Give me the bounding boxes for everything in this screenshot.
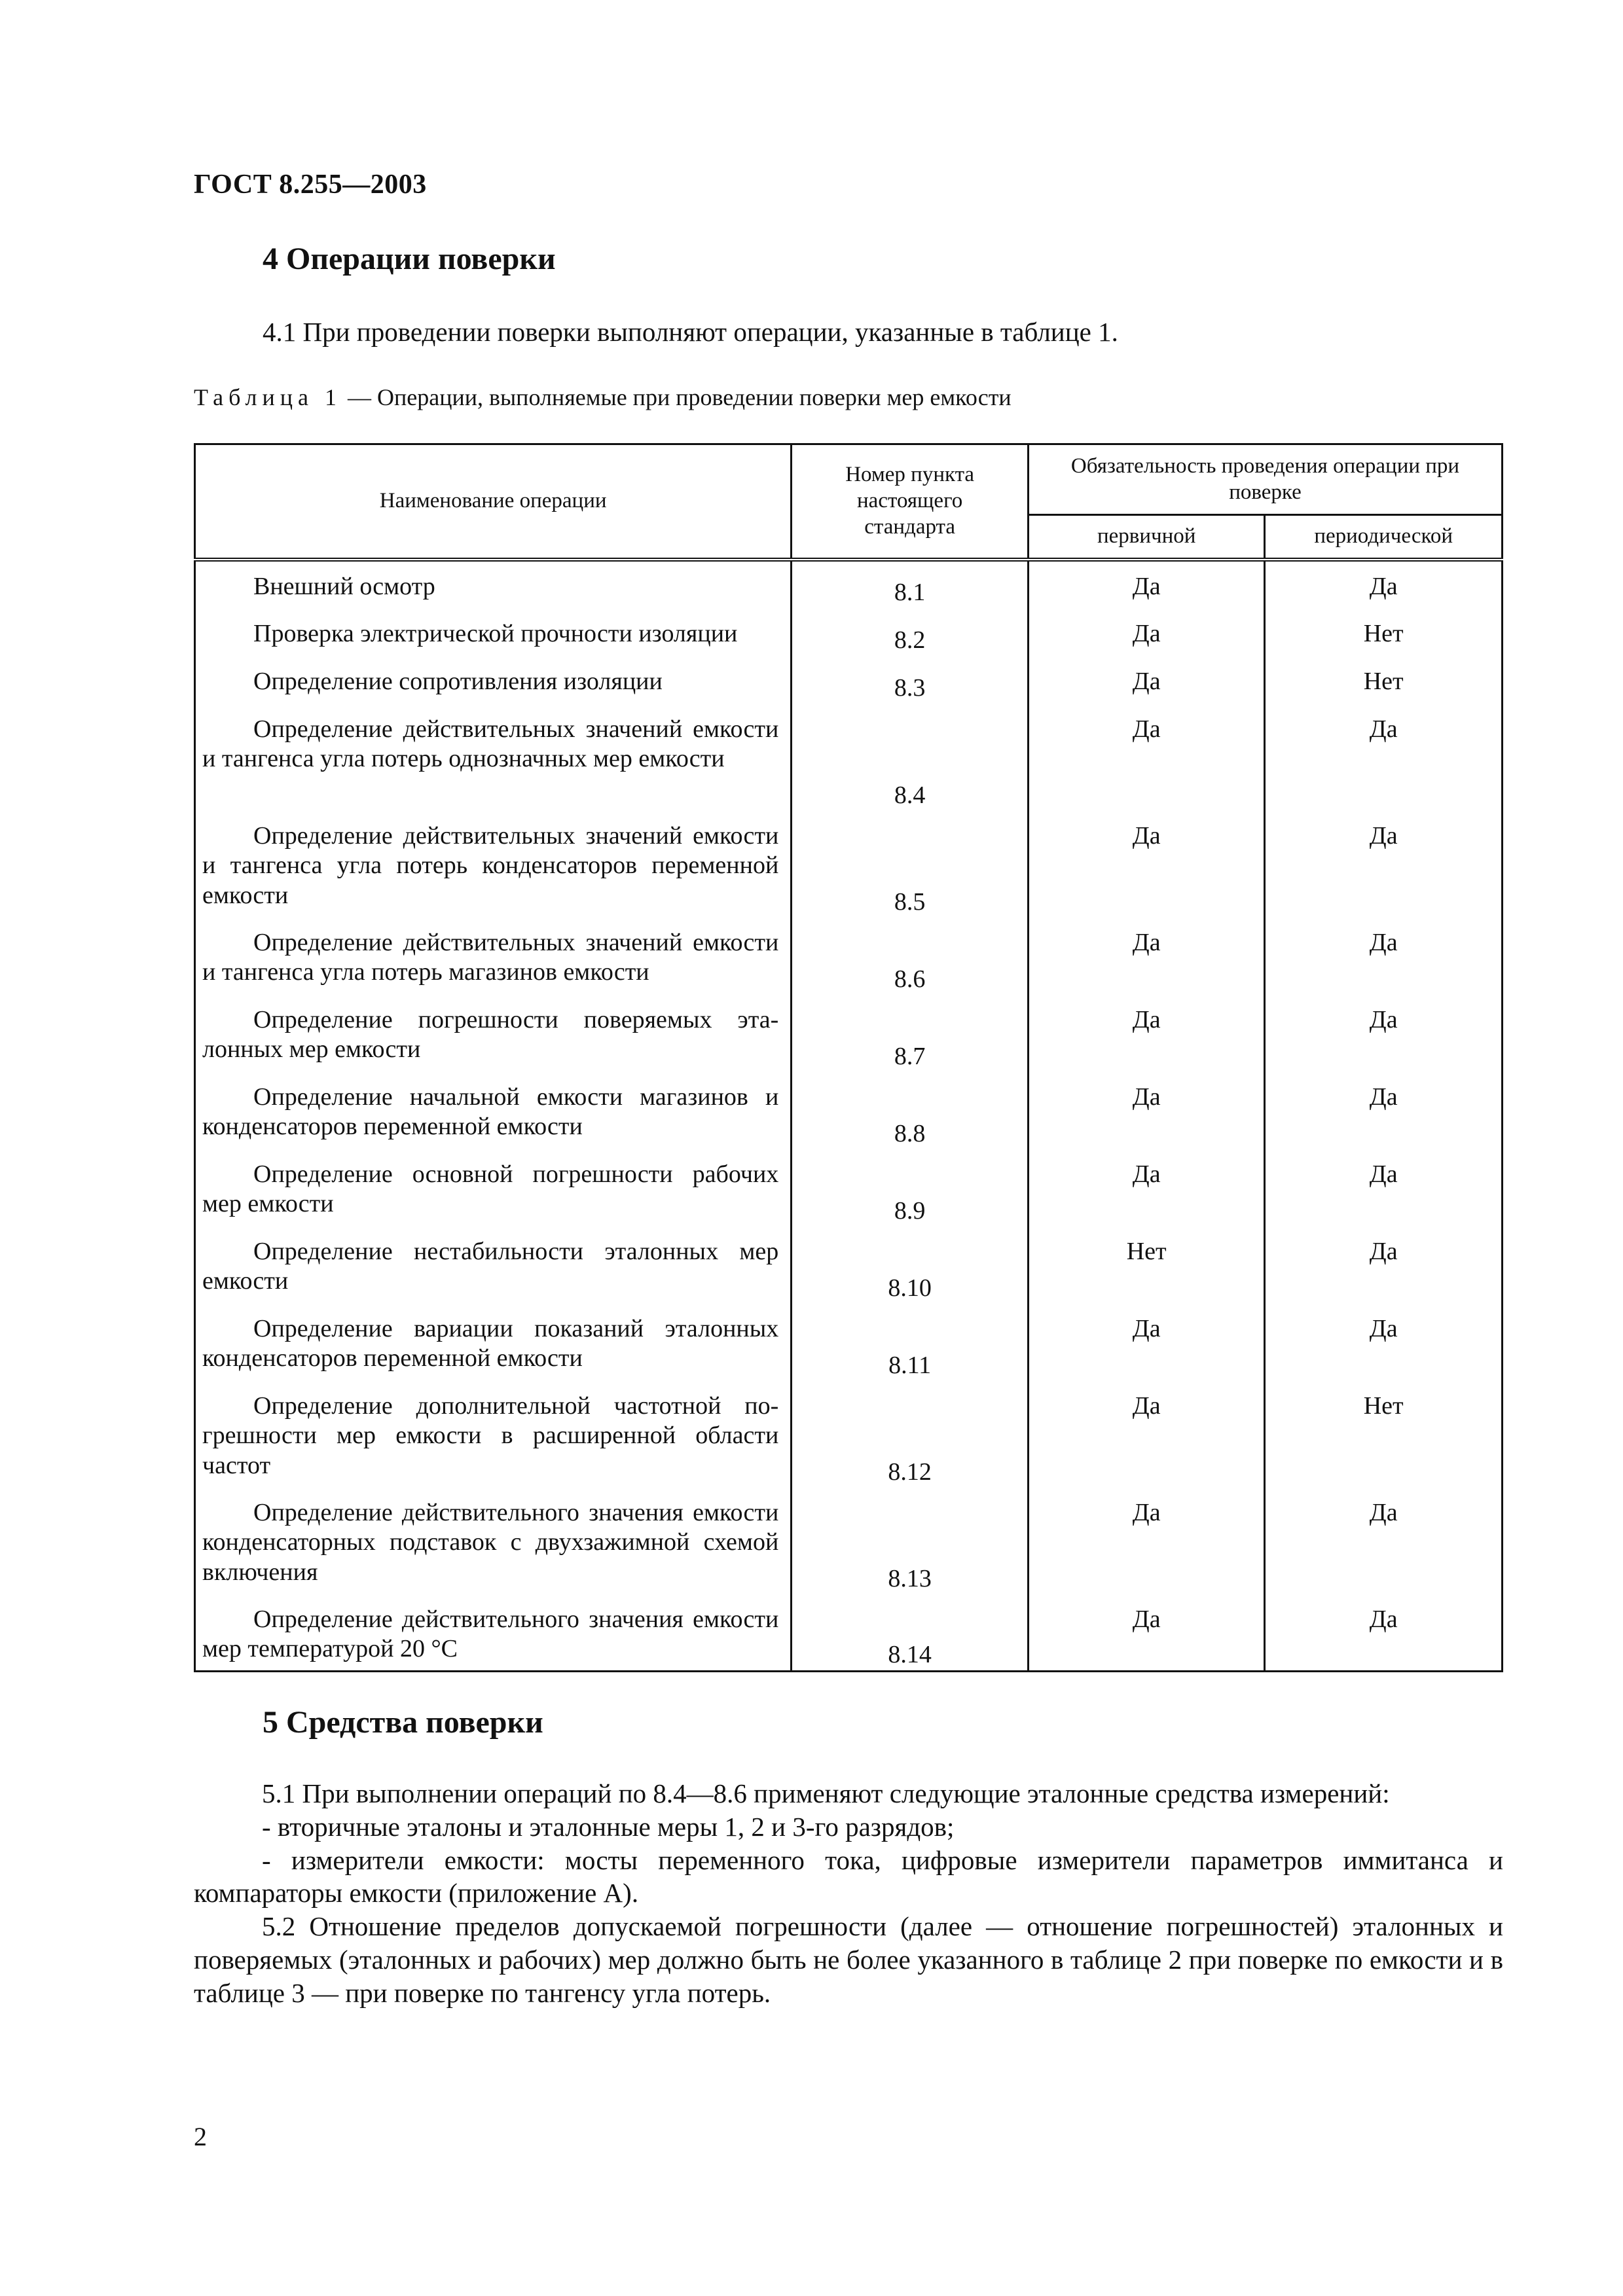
header-mandatory: Обязательность проведения операции при поверке	[1029, 444, 1503, 515]
clause-number-cell: 8.7	[792, 995, 1029, 1072]
table-row	[195, 1381, 1503, 1488]
periodic-cell: Да	[1265, 1304, 1503, 1381]
clause-number-cell: 8.14	[792, 1594, 1029, 1672]
clause-number-cell: 8.12	[792, 1381, 1029, 1488]
table-row	[195, 1227, 1503, 1304]
operation-name-cell: Определение действительных значений емкости и тангенса угла потерь магазинов емкости	[195, 918, 792, 995]
operation-name-cell: Определение действительного значения емкости конденсаторных подставок с двухзажимной схемой включения	[195, 1488, 792, 1594]
table-body	[195, 560, 1503, 1672]
primary-cell: Да	[1029, 995, 1265, 1072]
page-number: 2	[194, 2122, 207, 2151]
primary-cell: Да	[1029, 1594, 1265, 1672]
periodic-cell: Да	[1265, 918, 1503, 995]
section-5-title: 5 Средства поверки	[263, 1705, 543, 1740]
primary-cell: Да	[1029, 560, 1265, 609]
table-row	[195, 995, 1503, 1072]
table-row	[195, 1149, 1503, 1227]
operation-name-cell: Определение нестабильности эталонных мер емкости	[195, 1227, 792, 1304]
table-row	[195, 656, 1503, 704]
periodic-cell: Да	[1265, 995, 1503, 1072]
section-5-body	[194, 1777, 1503, 2010]
header-primary: первичной	[1029, 515, 1265, 560]
primary-cell: Да	[1029, 1072, 1265, 1149]
primary-cell: Да	[1029, 656, 1265, 704]
table-row	[195, 918, 1503, 995]
header-operation-name: Наименование операции	[195, 444, 792, 560]
operation-name-cell: Определение вариации показаний эталонных конденсаторов переменной емкости	[195, 1304, 792, 1381]
operation-name-cell: Внешний осмотр	[195, 560, 792, 609]
clause-number-cell: 8.1	[792, 560, 1029, 609]
paragraph-4-1: 4.1 При проведении поверки выполняют операции, указанные в таблице 1.	[263, 317, 1118, 347]
primary-cell: Да	[1029, 704, 1265, 811]
operation-name-cell: Определение действительного значения емкости мер температурой 20 °С	[195, 1594, 792, 1672]
primary-cell: Да	[1029, 918, 1265, 995]
periodic-cell: Да	[1265, 1488, 1503, 1594]
paragraph-5-2: 5.2 Отношение пределов допускаемой погрешности (далее — отношение погрешностей) эталонных и поверяемых (эталонных и рабочих) мер должно быть не более указанного в таблице 2 при поверке по емкости и в таблице 3 — при поверке по тангенсу угла потерь.	[194, 1911, 1503, 2008]
periodic-cell: Нет	[1265, 656, 1503, 704]
table-row	[195, 1594, 1503, 1672]
primary-cell: Да	[1029, 811, 1265, 918]
paragraph-5-1-b: - измерители емкости: мосты переменного тока, цифровые измерители параметров иммитанса и компараторы емкости (приложение А).	[194, 1844, 1503, 1909]
standard-code: ГОСТ 8.255—2003	[194, 170, 427, 200]
clause-number-cell: 8.13	[792, 1488, 1029, 1594]
periodic-cell: Да	[1265, 1072, 1503, 1149]
operation-name-cell: Проверка электрической прочности изоляции	[195, 609, 792, 656]
primary-cell: Да	[1029, 1488, 1265, 1594]
primary-cell: Да	[1029, 609, 1265, 656]
table-row	[195, 1304, 1503, 1381]
periodic-cell: Да	[1265, 1594, 1503, 1672]
primary-cell: Да	[1029, 1304, 1265, 1381]
table-1-caption	[194, 384, 1012, 411]
operation-name-cell: Определение погрешности поверяемых эталонных мер емкости	[195, 995, 792, 1072]
periodic-cell: Да	[1265, 1149, 1503, 1227]
periodic-cell: Да	[1265, 811, 1503, 918]
primary-cell: Да	[1029, 1381, 1265, 1488]
clause-number-cell: 8.4	[792, 704, 1029, 811]
header-clause-number: Номер пункта настоящего стандарта	[792, 444, 1029, 560]
clause-number-cell: 8.11	[792, 1304, 1029, 1381]
clause-number-cell: 8.5	[792, 811, 1029, 918]
operation-name-cell: Определение действительных значений емкости и тангенса угла потерь конденсаторов переменной емкости	[195, 811, 792, 918]
header-periodic: периодической	[1265, 515, 1503, 560]
operations-table	[194, 443, 1503, 1672]
periodic-cell: Да	[1265, 1227, 1503, 1304]
clause-number-cell: 8.8	[792, 1072, 1029, 1149]
table-row	[195, 1072, 1503, 1149]
operation-name-cell: Определение сопротивления изоляции	[195, 656, 792, 704]
table-row	[195, 560, 1503, 609]
periodic-cell: Да	[1265, 704, 1503, 811]
operation-name-cell: Определение основной погрешности рабочих мер емкости	[195, 1149, 792, 1227]
primary-cell: Нет	[1029, 1227, 1265, 1304]
clause-number-cell: 8.3	[792, 656, 1029, 704]
operation-name-cell: Определение дополнительной частотной погрешности мер емкости в расширенной области частот	[195, 1381, 792, 1488]
table-row	[195, 811, 1503, 918]
table-row	[195, 609, 1503, 656]
clause-number-cell: 8.9	[792, 1149, 1029, 1227]
operation-name-cell: Определение действительных значений емкости и тангенса угла потерь однозначных мер емкости	[195, 704, 792, 811]
periodic-cell: Нет	[1265, 609, 1503, 656]
periodic-cell: Да	[1265, 560, 1503, 609]
periodic-cell: Нет	[1265, 1381, 1503, 1488]
paragraph-5-1: 5.1 При выполнении операций по 8.4—8.6 применяют следующие эталонные средства измерений:	[262, 1778, 1390, 1808]
clause-number-cell: 8.10	[792, 1227, 1029, 1304]
table-caption-label: Таблица 1	[194, 384, 342, 410]
operation-name-cell: Определение начальной емкости магазинов и конденсаторов переменной емкости	[195, 1072, 792, 1149]
clause-number-cell: 8.6	[792, 918, 1029, 995]
table-caption-text: — Операции, выполняемые при проведении поверки мер емкости	[341, 384, 1012, 410]
table-row	[195, 1488, 1503, 1594]
section-4-title: 4 Операции поверки	[263, 242, 556, 276]
clause-number-cell: 8.2	[792, 609, 1029, 656]
table-row	[195, 704, 1503, 811]
primary-cell: Да	[1029, 1149, 1265, 1227]
paragraph-5-1-a: - вторичные эталоны и эталонные меры 1, 2 и 3-го разрядов;	[262, 1811, 955, 1842]
